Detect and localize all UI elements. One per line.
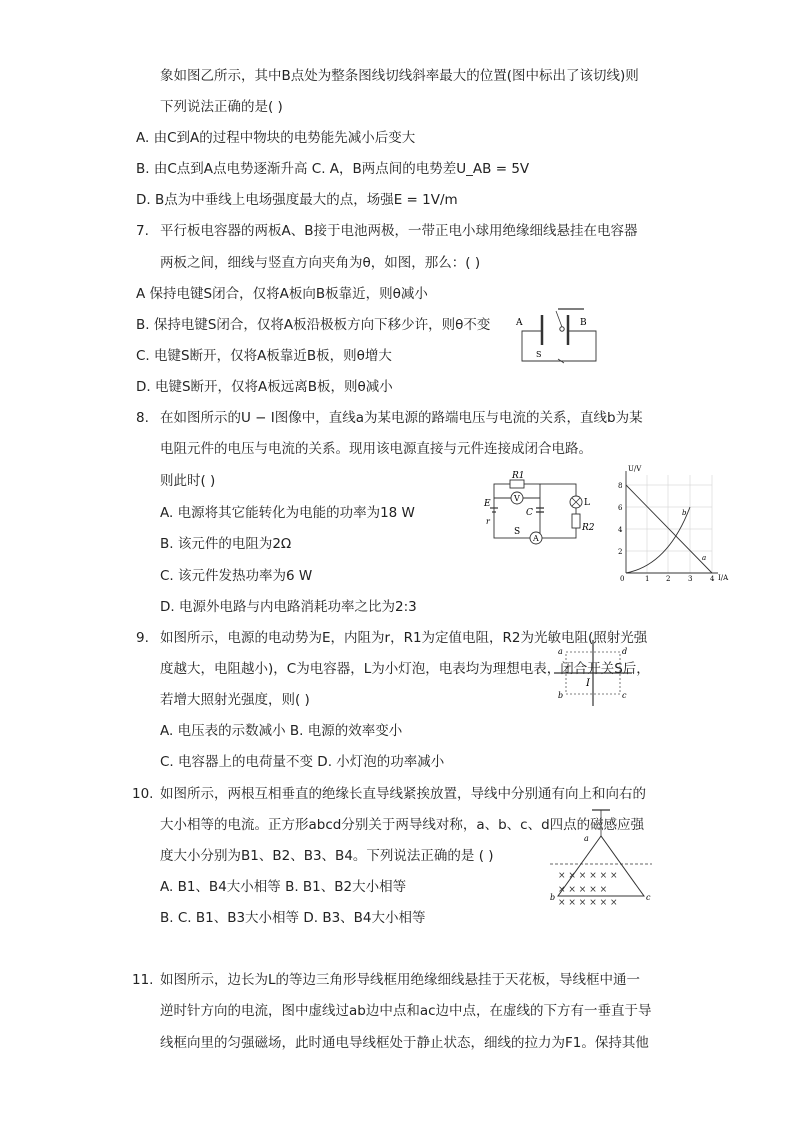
q8-option-c: C. 该元件发热功率为6 W (160, 568, 313, 584)
svg-text:× × × × ×: × × × × × (558, 885, 608, 895)
q7-fig-label-s: S (536, 350, 542, 359)
q10-fig-label-a: a (584, 834, 589, 843)
q11-number: 11. (132, 972, 154, 988)
q10-stem-line-1: 如图所示，两根互相垂直的绝缘长直导线紧挨放置，导线中分别通有向上和向右的 (160, 786, 646, 802)
q7-fig-label-a: A (516, 318, 523, 328)
q10-fig-label-b: b (550, 893, 556, 902)
q8-graph-xlabel: I/A (718, 574, 729, 582)
q8-label-r2: R2 (582, 523, 595, 533)
q8-circuit-diagram (480, 470, 600, 550)
q6-stem-line-1: 象如图乙所示，其中B点处为整条图线切线斜率最大的位置(图中标出了该切线)则 (160, 68, 639, 84)
q6-option-a: A. 由C到A的过程中物块的电势能先减小后变大 (136, 130, 416, 146)
q8-label-s: S (514, 527, 521, 537)
q9-fig-label-c: c (622, 691, 627, 700)
q8-label-l: L (584, 498, 590, 508)
q8-graph-xtick-2: 2 (666, 575, 671, 583)
q9-option-a-b: A. 电压表的示数减小 B. 电源的效率变小 (160, 723, 403, 739)
q8-stem-line-3: 则此时( ) (160, 473, 216, 489)
svg-text:× × × × × ×: × × × × × × (558, 898, 618, 908)
q11-stem-line-3: 线框向里的匀强磁场，此时通电导线框处于静止状态，细线的拉力为F1。保持其他 (160, 1035, 649, 1051)
q7-stem-line-1: 平行板电容器的两板A、B接于电池两极，一带正电小球用绝缘细线悬挂在电容器 (160, 223, 638, 239)
q9-fig-label-d: d (622, 647, 628, 656)
q9-stem-line-3: 若增大照射光强度，则( ) (160, 692, 310, 708)
q8-label-e: E (484, 499, 491, 509)
q9-fig-label-b: b (558, 691, 564, 700)
q8-stem-line-1: 在如图所示的U − I图像中，直线a为某电源的路端电压与电流的关系，直线b为某 (160, 410, 643, 426)
q10-option-b-c: B. C. B1、B3大小相等 D. B3、B4大小相等 (160, 910, 426, 926)
q9-option-c-d: C. 电容器上的电荷量不变 D. 小灯泡的功率减小 (160, 754, 445, 770)
q8-label-v: V (514, 494, 520, 503)
q7-option-d: D. 电键S断开，仅将A板远离B板，则θ减小 (136, 379, 393, 395)
q10-number: 10. (132, 786, 154, 802)
q8-label-c: C (526, 508, 533, 518)
q7-option-a: A 保持电键S闭合，仅将A板向B板靠近，则θ减小 (136, 286, 428, 302)
q8-label-a: A (533, 534, 539, 543)
q8-graph-xtick-1: 1 (645, 575, 650, 583)
q8-number: 8. (136, 410, 149, 426)
q8-graph-ytick-4: 4 (618, 526, 623, 534)
svg-text:× × × × × ×: × × × × × × (558, 871, 618, 881)
q8-graph-ytick-6: 6 (618, 504, 623, 512)
q8-graph-ylabel: U/V (628, 465, 642, 473)
q8-label-r1: R1 (512, 471, 525, 481)
q8-option-d: D. 电源外电路与内电路消耗功率之比为2:3 (160, 599, 417, 615)
q8-graph-grid (626, 475, 712, 573)
q8-option-b: B. 该元件的电阻为2Ω (160, 536, 292, 552)
q8-graph-xtick-3: 3 (688, 575, 693, 583)
q7-option-b: B. 保持电键S闭合，仅将A板沿极板方向下移少许，则θ不变 (136, 317, 491, 333)
q9-stem-line-2: 度越大，电阻越小)，C为电容器，L为小灯泡，电表均为理想电表，闭合开关S后， (160, 661, 650, 677)
q8-ui-graph (612, 465, 742, 585)
q7-option-c: C. 电键S断开，仅将A板靠近B板，则θ增大 (136, 348, 392, 364)
q8-option-a: A. 电源将其它能转化为电能的功率为18 W (160, 505, 415, 521)
q8-line-b (626, 507, 690, 573)
q9-wire-figure (554, 638, 634, 708)
q9-stem-line-1: 如图所示，电源的电动势为E，内阻为r，R1为定值电阻，R2为光敏电阻(照射光强 (160, 630, 648, 646)
q8-stem-line-2: 电阻元件的电压与电流的关系。现用该电源直接与元件连接成闭合电路。 (160, 441, 592, 457)
q10-option-a: A. B1、B4大小相等 B. B1、B2大小相等 (160, 879, 407, 895)
q6-option-d: D. B点为中垂线上电场强度最大的点，场强E = 1V/m (136, 192, 458, 208)
q9-number: 9. (136, 630, 149, 646)
q9-fig-label-i: I (586, 678, 590, 689)
q11-stem-line-2: 逆时针方向的电流，图中虚线过ab边中点和ac边中点，在虚线的下方有一垂直于导 (160, 1003, 652, 1019)
q10-stem-line-2: 大小相等的电流。正方形abcd分别关于两导线对称，a、b、c、d四点的磁感应强 (160, 817, 645, 833)
q8-graph-ytick-8: 8 (618, 482, 623, 490)
q10-stem-line-3: 度大小分别为B1、B2、B3、B4。下列说法正确的是 ( ) (160, 848, 494, 864)
q8-graph-xtick-4: 4 (710, 575, 715, 583)
q7-capacitor-figure (514, 305, 604, 367)
q8-graph-label-a: a (702, 554, 707, 562)
q7-stem-line-2: 两板之间，细线与竖直方向夹角为θ，如图，那么：( ) (160, 255, 481, 271)
q8-label-r: r (486, 517, 490, 526)
q10-field-crosses (558, 871, 618, 908)
q8-graph-xtick-0: 0 (620, 575, 625, 583)
q11-stem-line-1: 如图所示，边长为L的等边三角形导线框用绝缘细线悬挂于天花板，导线框中通一 (160, 972, 641, 988)
q8-graph-ytick-2: 2 (618, 548, 623, 556)
q9-fig-label-a: a (558, 647, 563, 656)
q8-graph-label-b: b (682, 509, 687, 517)
q10-triangle-figure (546, 808, 656, 908)
q6-option-b-c: B. 由C点到A点电势逐渐升高 C. A，B两点间的电势差U_AB = 5V (136, 161, 530, 177)
q7-fig-label-b: B (580, 318, 587, 328)
q7-number: 7. (136, 223, 149, 239)
q10-fig-label-c: c (646, 893, 651, 902)
q6-stem-line-2: 下列说法正确的是( ) (160, 99, 283, 115)
